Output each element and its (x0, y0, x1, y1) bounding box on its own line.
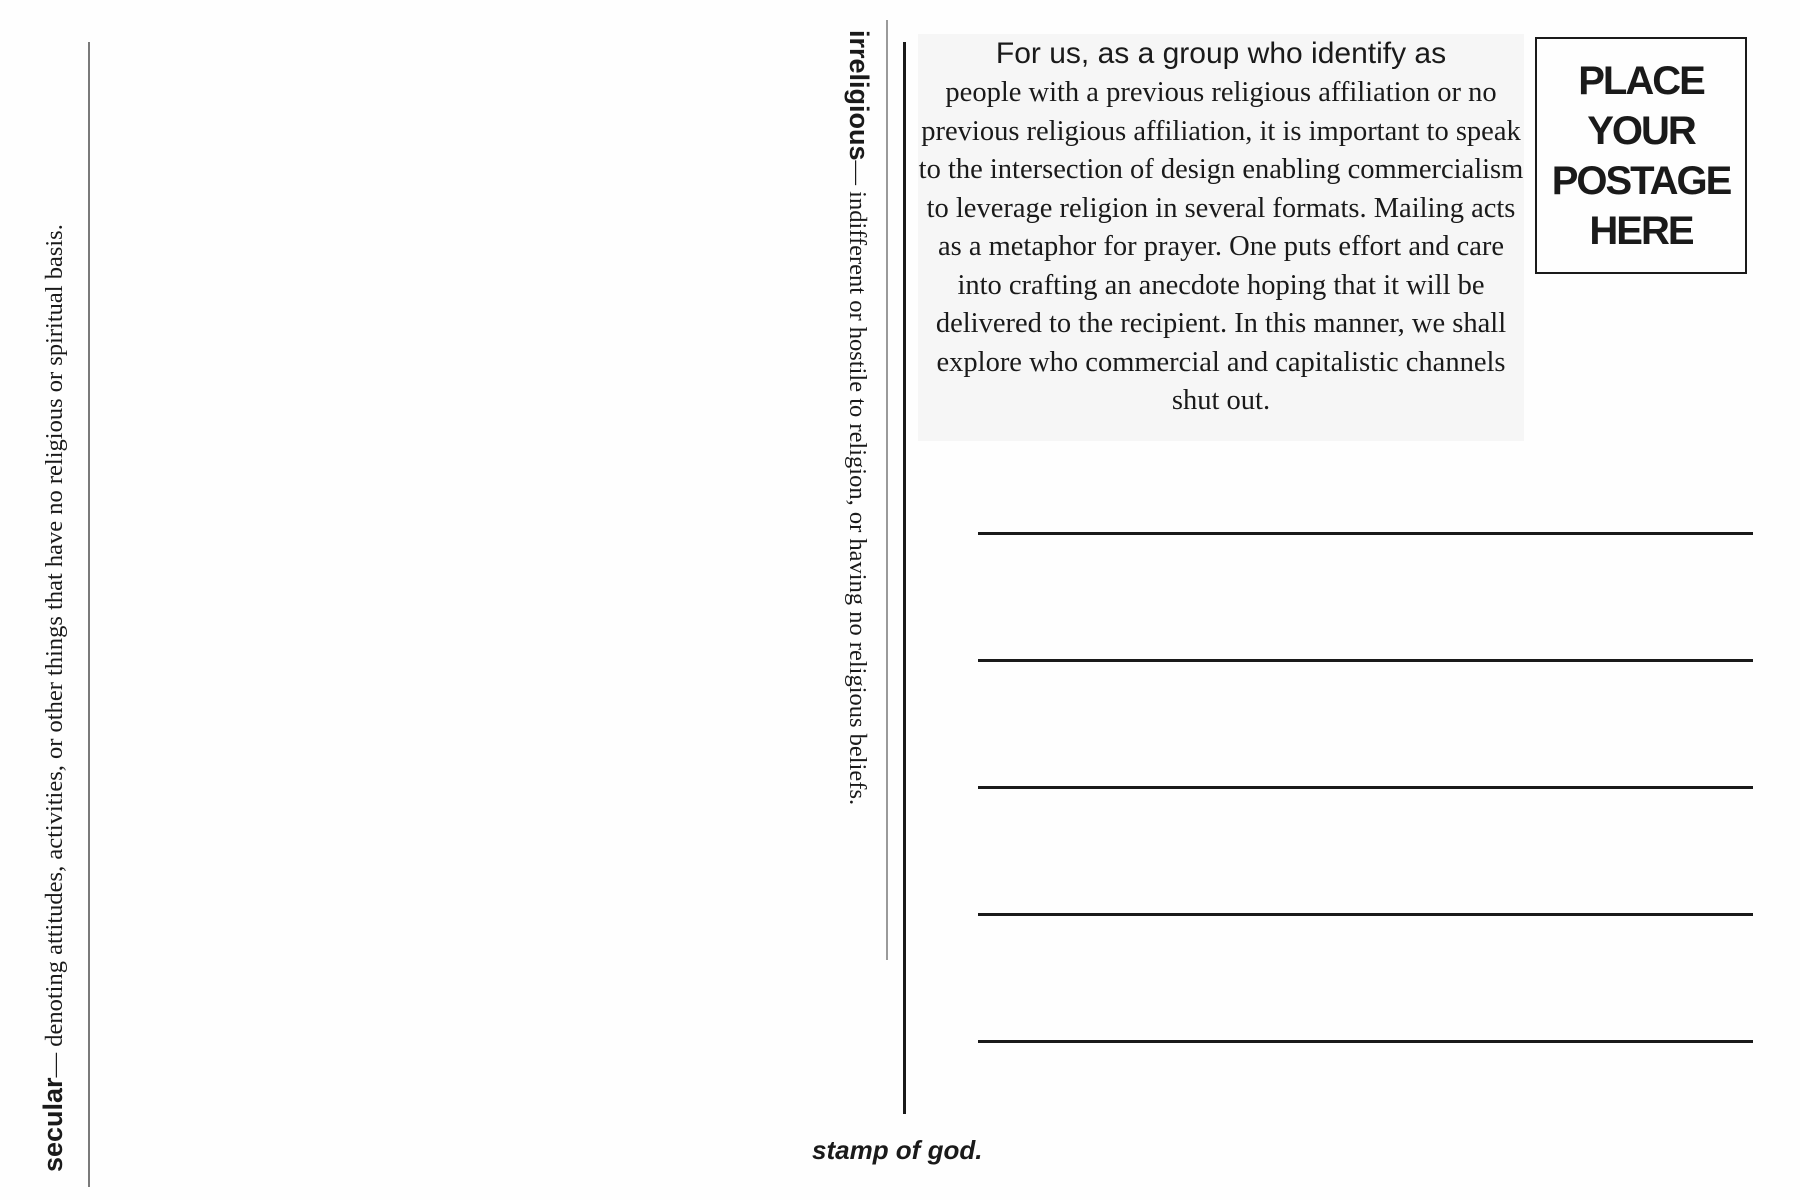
postage-box (1535, 37, 1747, 274)
center-divider-line (903, 42, 906, 1114)
statement-lead: For us, as a group who identify as (995, 37, 1447, 70)
secular-term: secular (38, 1077, 68, 1172)
statement-block (918, 34, 1524, 441)
statement-body: people with a previous religious affiliation or no previous religious affiliation, it is important to speak to the intersection of design enabling commercialism to leverage religion in several formats. Mailing acts as a metaphor for prayer. One puts effort and care into crafting an anecdote hoping that it will be delivered to the recipient. In this manner, we shall explore who commercial and capitalistic channels shut out. (918, 77, 1524, 416)
address-line[interactable] (978, 1040, 1753, 1043)
secular-definition (38, 224, 69, 1172)
postage-line: PLACE (1578, 58, 1704, 103)
irreligious-definition (843, 30, 874, 805)
address-line[interactable] (978, 786, 1753, 789)
address-line[interactable] (978, 659, 1753, 662)
address-line[interactable] (978, 913, 1753, 916)
irreligious-term: irreligious (844, 30, 874, 161)
secular-separator: — (41, 1052, 68, 1078)
left-divider-line (88, 42, 90, 1187)
irreligious-separator: — (844, 160, 871, 186)
secular-definition-text: denoting attitudes, activities, or other things that have no religious or spiritual basis. (41, 224, 68, 1053)
postage-line: HERE (1589, 208, 1693, 253)
irreligious-definition-text: indifferent or hostile to religion, or having no religious beliefs. (844, 185, 871, 806)
address-line[interactable] (978, 532, 1753, 535)
postage-line: YOUR (1587, 108, 1695, 153)
irreligious-divider-line (886, 20, 888, 960)
postage-line: POSTAGE (1551, 158, 1731, 203)
footer-caption: stamp of god. (812, 1135, 983, 1165)
